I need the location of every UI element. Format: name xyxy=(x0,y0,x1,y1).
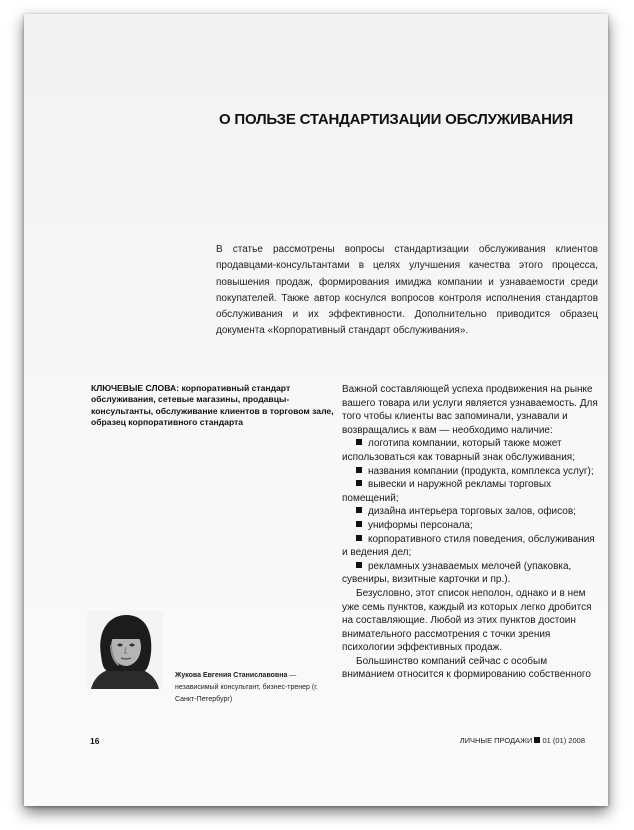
issue-number: 01 (01) 2008 xyxy=(542,736,585,745)
body-paragraph-2: Безусловно, этот список неполон, однако и в нем уже семь пунктов, каждый из которых легко дробится на составляющие. Любой из этих пунктов достоин внимательного рассмотрения с точки зрения психологии эффективных продаж. xyxy=(342,587,592,654)
bullet-icon xyxy=(356,535,362,541)
keywords-text: корпоративный стандарт обслуживания, сетевые магазины, продавцы-консультанты, обслуживание клиентов в торговом зале, образец корпоративного стандарта xyxy=(91,383,334,428)
bullet-icon xyxy=(356,507,362,513)
magazine-page xyxy=(24,14,608,806)
journal-name: ЛИЧНЫЕ ПРОДАЖИ xyxy=(459,736,533,745)
body-intro: Важной составляющей успеха продвижения на рынке вашего товара или услуги является узнаваемость. Для того чтобы клиенты вас запоминали, узнавали и возвращались к вам — необходимо наличие: xyxy=(342,384,598,436)
author-caption xyxy=(175,670,335,706)
list-item-text: корпоративного стиля поведения, обслуживания и ведения дел; xyxy=(342,533,595,559)
author-description: — независимый консультант, бизнес-тренер (г. Санкт-Петербург) xyxy=(175,672,318,703)
list-item xyxy=(342,437,600,464)
list-item xyxy=(342,533,600,560)
list-item-text: логотипа компании, который также может использоваться как товарный знак обслуживания; xyxy=(342,438,575,463)
bullet-icon xyxy=(356,480,362,486)
list-item xyxy=(342,465,600,479)
list-item-text: дизайна интерьера торговых залов, офисов; xyxy=(368,506,576,518)
list-item-text: вывески и наружной рекламы торговых помещений; xyxy=(342,479,552,504)
list-item-text: названия компании (продукта, комплекса услуг); xyxy=(368,465,594,477)
keywords-block xyxy=(91,383,337,429)
list-item xyxy=(342,519,600,533)
body-paragraph-3: Большинство компаний сейчас с особым вниманием относится к формированию собственного xyxy=(342,655,591,681)
author-name: Жукова Евгения Станиславовна xyxy=(175,672,288,679)
list-item xyxy=(342,505,600,519)
bullet-icon xyxy=(356,562,362,568)
article-body xyxy=(342,383,600,682)
bullet-icon xyxy=(356,439,362,445)
list-item xyxy=(342,560,600,587)
author-photo xyxy=(87,611,163,689)
running-footer xyxy=(460,736,585,745)
bullet-icon xyxy=(356,467,362,473)
article-abstract: В статье рассмотрены вопросы стандартизации обслуживания клиентов продавцами-консультантами в целях улучшения качества этого процесса, повышения продаж, формирования имиджа компании и узнаваемости среди покупателей. Также автор коснулся вопросов контроля исполнения стандартов обслуживания и их эффективности. Дополнительно приводится образец документа «Корпоративный стандарт обслуживания». xyxy=(216,244,598,337)
keywords-label: КЛЮЧЕВЫЕ СЛОВА: xyxy=(91,383,180,393)
article-title: О ПОЛЬЗЕ СТАНДАРТИЗАЦИИ ОБСЛУЖИВАНИЯ xyxy=(219,111,573,128)
list-item-text: униформы персонала; xyxy=(368,519,473,531)
page-number: 16 xyxy=(90,736,100,746)
bullet-icon xyxy=(356,521,362,527)
list-item xyxy=(342,478,600,505)
square-separator-icon xyxy=(534,737,540,743)
list-item-text: рекламных узнаваемых мелочей (упаковка, сувениры, визитные карточки и пр.). xyxy=(342,560,572,586)
